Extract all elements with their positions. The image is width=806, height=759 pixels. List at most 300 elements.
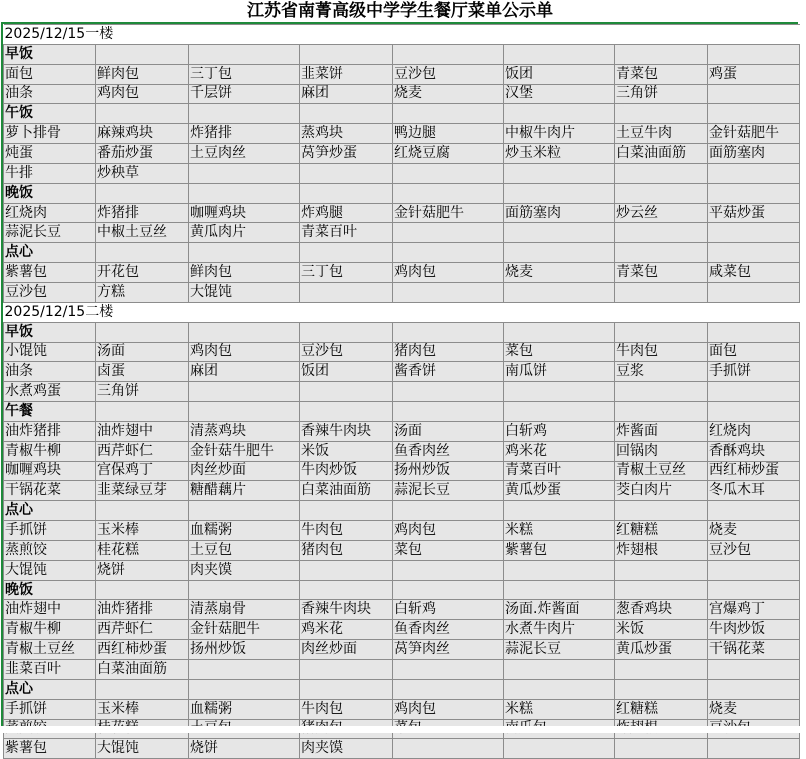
menu-cell[interactable]: 炸酱面 [615,421,708,441]
menu-item-row [4,124,800,144]
menu-cell[interactable]: 牛肉包 [300,521,393,541]
menu-cell[interactable]: 土豆肉丝 [189,144,300,164]
menu-cell[interactable]: 大馄饨 [189,282,300,302]
menu-cell[interactable] [189,322,300,342]
menu-cell[interactable] [393,402,504,422]
menu-cell[interactable]: 白斩鸡 [504,421,615,441]
menu-cell[interactable]: 蒸鸡块 [300,124,393,144]
menu-cell[interactable]: 红烧肉 [708,421,800,441]
menu-cell[interactable]: 金针菇肥牛 [708,124,800,144]
menu-cell[interactable]: 面筋塞肉 [708,144,800,164]
menu-cell[interactable] [708,183,800,203]
menu-cell[interactable]: 鸡肉包 [189,342,300,362]
menu-cell[interactable]: 油条 [4,84,96,104]
menu-cell[interactable]: 葱香鸡块 [615,600,708,620]
menu-cell[interactable] [96,322,189,342]
menu-cell[interactable]: 白菜油面筋 [615,144,708,164]
menu-cell[interactable] [393,282,504,302]
meal-section-label[interactable]: 午餐 [4,402,96,422]
menu-cell[interactable]: 咸菜包 [708,263,800,283]
menu-cell[interactable] [615,382,708,402]
menu-cell[interactable]: 番茄炒蛋 [96,144,189,164]
menu-cell[interactable]: 炒秧草 [96,163,189,183]
menu-cell[interactable]: 蒜泥长豆 [504,640,615,660]
meal-section-label[interactable]: 晚饭 [4,580,96,600]
menu-cell[interactable] [189,104,300,124]
menu-cell[interactable]: 白菜油面筋 [300,481,393,501]
menu-cell[interactable]: 鲜肉包 [96,64,189,84]
menu-cell[interactable]: 香辣牛肉块 [300,600,393,620]
menu-cell[interactable]: 韭菜绿豆芽 [96,481,189,501]
menu-cell[interactable]: 三角饼 [615,84,708,104]
menu-cell[interactable] [393,560,504,580]
menu-cell[interactable]: 油炸猪排 [4,421,96,441]
menu-cell[interactable]: 豆沙包 [393,64,504,84]
menu-cell[interactable] [96,104,189,124]
menu-cell[interactable]: 韭菜饼 [300,64,393,84]
meal-section-label[interactable]: 点心 [4,243,96,263]
menu-cell[interactable] [393,739,504,759]
menu-cell[interactable]: 汉堡 [504,84,615,104]
menu-cell[interactable] [708,104,800,124]
menu-item-row [4,640,800,660]
menu-cell[interactable] [615,501,708,521]
menu-cell[interactable]: 鸡肉包 [393,699,504,719]
menu-cell[interactable]: 干锅花菜 [4,481,96,501]
date-floor-label: 2025/12/15二楼 [4,302,800,322]
menu-cell[interactable]: 油条 [4,362,96,382]
menu-cell[interactable] [96,402,189,422]
menu-cell[interactable]: 西红柿炒蛋 [96,640,189,660]
menu-cell[interactable] [708,739,800,759]
menu-cell[interactable] [615,243,708,263]
menu-cell[interactable]: 豆沙包 [300,342,393,362]
menu-cell[interactable]: 青菜百叶 [504,461,615,481]
menu-item-row [4,421,800,441]
menu-table [3,24,800,759]
menu-cell[interactable] [504,44,615,64]
menu-cell[interactable] [708,679,800,699]
menu-cell[interactable]: 咖喱鸡块 [189,203,300,223]
menu-cell[interactable]: 手抓饼 [4,699,96,719]
menu-cell[interactable]: 红烧肉 [4,203,96,223]
menu-cell[interactable]: 米饭 [300,441,393,461]
menu-cell[interactable] [504,501,615,521]
menu-cell[interactable] [615,44,708,64]
menu-cell[interactable] [189,402,300,422]
menu-cell[interactable] [393,322,504,342]
menu-cell[interactable]: 米糕 [504,521,615,541]
menu-cell[interactable] [615,560,708,580]
menu-cell[interactable] [615,183,708,203]
menu-cell[interactable] [504,402,615,422]
menu-cell[interactable]: 饭团 [504,64,615,84]
menu-cell[interactable] [96,183,189,203]
menu-cell[interactable]: 麻辣鸡块 [96,124,189,144]
menu-cell[interactable]: 酱香饼 [393,362,504,382]
menu-spreadsheet [1,22,798,757]
menu-cell[interactable]: 扬州炒饭 [189,640,300,660]
menu-cell[interactable] [300,104,393,124]
menu-cell[interactable]: 手抓饼 [708,362,800,382]
menu-cell[interactable] [393,44,504,64]
menu-cell[interactable] [708,501,800,521]
menu-cell[interactable] [504,223,615,243]
menu-cell[interactable]: 牛排 [4,163,96,183]
menu-cell[interactable] [708,223,800,243]
menu-cell[interactable]: 烧麦 [504,263,615,283]
menu-cell[interactable]: 血糯粥 [189,699,300,719]
menu-cell[interactable] [504,382,615,402]
menu-cell[interactable] [96,501,189,521]
menu-cell[interactable] [615,660,708,680]
menu-cell[interactable]: 西红柿炒蛋 [708,461,800,481]
menu-cell[interactable]: 牛肉炒饭 [708,620,800,640]
menu-cell[interactable] [189,163,300,183]
menu-cell[interactable]: 土豆牛肉 [615,124,708,144]
menu-cell[interactable] [615,402,708,422]
menu-cell[interactable]: 豆沙包 [708,540,800,560]
meal-section-label[interactable]: 晚饭 [4,183,96,203]
meal-section-label[interactable]: 早饭 [4,322,96,342]
menu-cell[interactable]: 玉米棒 [96,699,189,719]
menu-cell[interactable]: 肉夹馍 [189,560,300,580]
menu-item-row [4,144,800,164]
menu-cell[interactable]: 鱼香肉丝 [393,620,504,640]
menu-cell[interactable]: 烧饼 [189,739,300,759]
menu-cell[interactable]: 西芹虾仁 [96,620,189,640]
menu-cell[interactable] [615,739,708,759]
menu-cell[interactable]: 中椒牛肉片 [504,124,615,144]
meal-section-row [4,44,800,64]
menu-cell[interactable]: 炸鸡腿 [300,203,393,223]
menu-cell[interactable] [504,679,615,699]
menu-cell[interactable] [300,322,393,342]
menu-cell[interactable]: 肉丝炒面 [300,640,393,660]
menu-cell[interactable]: 扬州炒饭 [393,461,504,481]
menu-cell[interactable]: 莴笋肉丝 [393,640,504,660]
meal-section-label[interactable]: 早饭 [4,44,96,64]
menu-cell[interactable]: 三丁包 [300,263,393,283]
menu-cell[interactable] [504,183,615,203]
menu-cell[interactable]: 鸡米花 [504,441,615,461]
menu-cell[interactable] [708,580,800,600]
menu-cell[interactable]: 牛肉包 [300,699,393,719]
menu-cell[interactable]: 中椒土豆丝 [96,223,189,243]
menu-cell[interactable]: 白菜油面筋 [96,660,189,680]
meal-section-row [4,580,800,600]
menu-cell[interactable] [615,223,708,243]
menu-cell[interactable]: 黄瓜肉片 [189,223,300,243]
menu-cell[interactable] [504,282,615,302]
menu-cell[interactable] [708,560,800,580]
menu-cell[interactable]: 桂花糕 [96,540,189,560]
menu-cell[interactable]: 红烧豆腐 [393,144,504,164]
menu-cell[interactable]: 紫薯包 [504,540,615,560]
menu-cell[interactable] [300,282,393,302]
menu-cell[interactable]: 三角饼 [96,382,189,402]
menu-cell[interactable]: 鸭边腿 [393,124,504,144]
menu-cell[interactable] [504,243,615,263]
menu-cell[interactable]: 宫保鸡丁 [96,461,189,481]
menu-item-row [4,620,800,640]
menu-cell[interactable]: 香酥鸡块 [708,441,800,461]
menu-cell[interactable] [189,580,300,600]
menu-cell[interactable]: 青菜百叶 [300,223,393,243]
menu-cell[interactable]: 肉夹馍 [300,739,393,759]
menu-cell[interactable]: 水煮牛肉片 [504,620,615,640]
menu-cell[interactable] [96,580,189,600]
menu-cell[interactable]: 土豆包 [189,540,300,560]
menu-cell[interactable]: 青椒牛柳 [4,441,96,461]
menu-cell[interactable]: 鸡肉包 [393,263,504,283]
menu-cell[interactable]: 黄瓜炒蛋 [615,640,708,660]
menu-cell[interactable] [300,679,393,699]
menu-cell[interactable] [708,44,800,64]
menu-cell[interactable] [393,660,504,680]
menu-cell[interactable]: 猪肉包 [300,540,393,560]
menu-cell[interactable]: 鸡米花 [300,620,393,640]
meal-section-label[interactable]: 午饭 [4,104,96,124]
menu-item-row [4,521,800,541]
menu-cell[interactable] [96,243,189,263]
menu-cell[interactable] [300,183,393,203]
menu-cell[interactable]: 面包 [708,342,800,362]
menu-cell[interactable]: 油炸翅中 [4,600,96,620]
menu-cell[interactable] [708,322,800,342]
menu-cell[interactable]: 汤面 [393,421,504,441]
menu-cell[interactable]: 糖醋藕片 [189,481,300,501]
menu-cell[interactable]: 方糕 [96,282,189,302]
menu-cell[interactable]: 莴笋炒蛋 [300,144,393,164]
menu-cell[interactable]: 炸翅根 [615,540,708,560]
menu-cell[interactable]: 鸡肉包 [96,84,189,104]
menu-cell[interactable]: 牛肉包 [615,342,708,362]
menu-cell[interactable]: 青菜包 [615,64,708,84]
menu-cell[interactable]: 清蒸扇骨 [189,600,300,620]
menu-cell[interactable]: 烧麦 [393,84,504,104]
menu-cell[interactable]: 韭菜百叶 [4,660,96,680]
menu-cell[interactable]: 豆沙包 [4,282,96,302]
menu-cell[interactable] [300,560,393,580]
menu-cell[interactable]: 青椒土豆丝 [615,461,708,481]
menu-cell[interactable] [393,501,504,521]
menu-cell[interactable] [504,580,615,600]
menu-item-row [4,263,800,283]
menu-cell[interactable]: 玉米棒 [96,521,189,541]
menu-cell[interactable]: 炒云丝 [615,203,708,223]
meal-section-label[interactable]: 点心 [4,679,96,699]
meal-section-row [4,104,800,124]
menu-cell[interactable] [393,104,504,124]
menu-item-row [4,342,800,362]
menu-cell[interactable] [300,44,393,64]
menu-cell[interactable] [393,223,504,243]
menu-cell[interactable]: 肉丝炒面 [189,461,300,481]
menu-cell[interactable]: 蒸煎饺 [4,540,96,560]
menu-item-row [4,362,800,382]
menu-cell[interactable]: 红糖糕 [615,521,708,541]
menu-cell[interactable]: 金针菇肥牛 [189,620,300,640]
menu-cell[interactable]: 萝卜排骨 [4,124,96,144]
meal-section-row [4,243,800,263]
menu-item-row [4,600,800,620]
menu-cell[interactable]: 蒜泥长豆 [393,481,504,501]
menu-cell[interactable] [96,679,189,699]
menu-cell[interactable]: 血糯粥 [189,521,300,541]
date-floor-label: 2025/12/15一楼 [4,25,800,45]
menu-cell[interactable]: 冬瓜木耳 [708,481,800,501]
menu-cell[interactable] [393,580,504,600]
menu-cell[interactable]: 干锅花菜 [708,640,800,660]
menu-cell[interactable] [708,84,800,104]
menu-cell[interactable]: 开花包 [96,263,189,283]
meal-section-row [4,679,800,699]
menu-cell[interactable]: 鸡肉包 [393,521,504,541]
meal-section-row [4,402,800,422]
menu-cell[interactable]: 面筋塞肉 [504,203,615,223]
menu-cell[interactable] [189,501,300,521]
menu-cell[interactable]: 猪肉包 [393,342,504,362]
menu-cell[interactable]: 烧麦 [708,521,800,541]
menu-cell[interactable]: 米饭 [615,620,708,640]
menu-cell[interactable]: 麻团 [300,84,393,104]
menu-cell[interactable] [504,660,615,680]
menu-cell[interactable] [393,679,504,699]
menu-cell[interactable]: 炸猪排 [189,124,300,144]
menu-cell[interactable]: 黄瓜炒蛋 [504,481,615,501]
menu-cell[interactable]: 大馄饨 [96,739,189,759]
menu-cell[interactable] [708,282,800,302]
menu-cell[interactable] [96,44,189,64]
menu-cell[interactable]: 油炸翅中 [96,421,189,441]
menu-cell[interactable]: 炖蛋 [4,144,96,164]
menu-cell[interactable]: 宫爆鸡丁 [708,600,800,620]
menu-cell[interactable] [189,44,300,64]
menu-cell[interactable] [708,660,800,680]
menu-cell[interactable] [189,679,300,699]
menu-cell[interactable]: 鱼香肉丝 [393,441,504,461]
menu-cell[interactable] [615,104,708,124]
menu-cell[interactable]: 菜包 [393,540,504,560]
menu-cell[interactable]: 油炸猪排 [96,600,189,620]
menu-cell[interactable]: 大馄饨 [4,560,96,580]
menu-cell[interactable]: 金针菇牛肥牛 [189,441,300,461]
menu-cell[interactable] [300,382,393,402]
menu-cell[interactable]: 紫薯包 [4,263,96,283]
menu-cell[interactable] [300,163,393,183]
menu-cell[interactable]: 炸猪排 [96,203,189,223]
date-header-row [4,302,800,322]
menu-cell[interactable]: 面包 [4,64,96,84]
menu-item-row [4,699,800,719]
menu-item-row [4,64,800,84]
menu-cell[interactable]: 汤面 [96,342,189,362]
menu-cell[interactable]: 菜包 [504,342,615,362]
menu-cell[interactable] [189,660,300,680]
menu-cell[interactable]: 平菇炒蛋 [708,203,800,223]
menu-cell[interactable] [393,243,504,263]
menu-cell[interactable] [708,382,800,402]
menu-cell[interactable]: 金针菇肥牛 [393,203,504,223]
menu-cell[interactable]: 回锅肉 [615,441,708,461]
menu-cell[interactable]: 香辣牛肉块 [300,421,393,441]
menu-cell[interactable]: 米糕 [504,699,615,719]
menu-cell[interactable]: 清蒸鸡块 [189,421,300,441]
menu-cell[interactable] [393,163,504,183]
menu-cell[interactable] [504,104,615,124]
menu-cell[interactable] [615,580,708,600]
menu-cell[interactable] [504,322,615,342]
menu-cell[interactable]: 烧麦 [708,699,800,719]
menu-cell[interactable] [189,243,300,263]
menu-cell[interactable] [708,163,800,183]
menu-cell[interactable]: 青菜包 [615,263,708,283]
menu-cell[interactable]: 水煮鸡蛋 [4,382,96,402]
menu-cell[interactable] [504,163,615,183]
menu-cell[interactable]: 小馄饨 [4,342,96,362]
menu-cell[interactable] [708,402,800,422]
menu-cell[interactable]: 豆浆 [615,362,708,382]
menu-cell[interactable] [189,183,300,203]
meal-section-label[interactable]: 点心 [4,501,96,521]
menu-cell[interactable]: 青椒土豆丝 [4,640,96,660]
menu-cell[interactable]: 西芹虾仁 [96,441,189,461]
menu-item-row [4,282,800,302]
menu-cell[interactable] [504,739,615,759]
menu-cell[interactable] [300,660,393,680]
menu-cell[interactable]: 蒜泥长豆 [4,223,96,243]
menu-cell[interactable]: 牛肉炒饭 [300,461,393,481]
menu-cell[interactable]: 紫薯包 [4,739,96,759]
menu-cell[interactable]: 鲜肉包 [189,263,300,283]
menu-cell[interactable]: 白斩鸡 [393,600,504,620]
menu-cell[interactable]: 南瓜饼 [504,362,615,382]
menu-item-row [4,481,800,501]
menu-cell[interactable]: 鸡蛋 [708,64,800,84]
meal-section-row [4,322,800,342]
menu-cell[interactable]: 汤面.炸酱面 [504,600,615,620]
menu-cell[interactable]: 手抓饼 [4,521,96,541]
menu-cell[interactable]: 咖喱鸡块 [4,461,96,481]
menu-item-row [4,382,800,402]
menu-item-row [4,441,800,461]
menu-cell[interactable]: 千层饼 [189,84,300,104]
menu-cell[interactable] [393,382,504,402]
menu-cell[interactable] [189,382,300,402]
menu-cell[interactable] [300,580,393,600]
menu-cell[interactable]: 青椒牛柳 [4,620,96,640]
menu-cell[interactable]: 茭白肉片 [615,481,708,501]
menu-cell[interactable] [300,501,393,521]
menu-cell[interactable]: 炒玉米粒 [504,144,615,164]
menu-cell[interactable]: 烧饼 [96,560,189,580]
menu-cell[interactable] [615,282,708,302]
menu-cell[interactable] [300,243,393,263]
menu-cell[interactable] [393,183,504,203]
menu-cell[interactable]: 红糖糕 [615,699,708,719]
menu-cell[interactable]: 饭团 [300,362,393,382]
menu-cell[interactable] [615,322,708,342]
menu-cell[interactable] [708,243,800,263]
menu-cell[interactable] [615,163,708,183]
menu-cell[interactable] [300,402,393,422]
menu-cell[interactable]: 三丁包 [189,64,300,84]
menu-cell[interactable]: 卤蛋 [96,362,189,382]
menu-cell[interactable]: 麻团 [189,362,300,382]
menu-cell[interactable] [615,679,708,699]
menu-cell[interactable] [504,560,615,580]
